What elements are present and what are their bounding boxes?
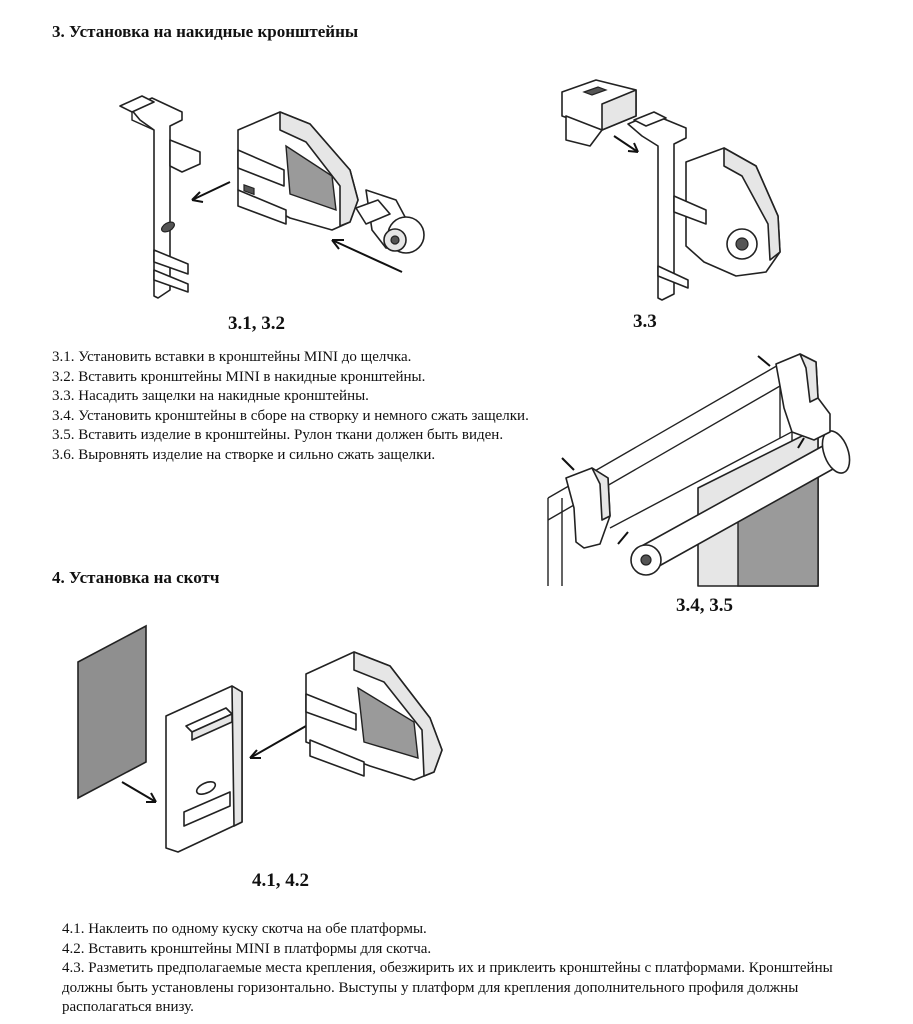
latch-illustration	[356, 190, 424, 253]
overhead-bracket-assembled-illustration	[628, 112, 780, 300]
section-3-steps	[52, 348, 540, 465]
figure-4-1-4-2	[74, 622, 454, 862]
overhead-bracket-illustration	[238, 112, 358, 230]
figure-4-1-4-2-caption: 4.1, 4.2	[252, 870, 309, 891]
section-4-steps	[62, 920, 862, 1018]
figure-3-1-3-2	[110, 90, 440, 305]
step-3-5: 3.5. Вставить изделие в кронштейны. Рулон ткани должен быть виден.	[52, 427, 504, 443]
adhesive-tape-illustration	[78, 626, 146, 798]
figure-3-3-caption: 3.3	[633, 311, 657, 332]
latch-on-bracket-illustration	[562, 80, 636, 146]
step-4-3: 4.3. Разметить предполагаемые места крепления, обезжирить их и приклеить кронштейны с платформами. Кронштейны должны быть установлены горизонтально. Выступы у платформ для крепления дополнительного профиля должны располагаться внизу.	[62, 960, 833, 1015]
adhesive-platform-illustration	[166, 686, 242, 852]
arrow-left-icon	[250, 726, 306, 758]
bracket-bottom-left-illustration	[566, 468, 610, 548]
section-4-title: 4. Установка на скотч	[52, 568, 220, 587]
arrow-right-icon	[122, 782, 156, 802]
step-3-3: 3.3. Насадить защелки на накидные кронштейны.	[52, 388, 369, 404]
figure-3-3	[556, 76, 786, 306]
arrow-up-icon	[618, 532, 628, 544]
step-4-1: 4.1. Наклеить по одному куску скотча на обе платформы.	[62, 921, 427, 937]
step-3-4: 3.4. Установить кронштейны в сборе на створку и немного сжать защелки.	[52, 407, 529, 424]
section-3-title: 3. Установка на накидные кронштейны	[52, 22, 359, 41]
step-3-6: 3.6. Выровнять изделие на створке и сильно сжать защелки.	[52, 446, 436, 463]
step-4-2: 4.2. Вставить кронштейны MINI в платформы для скотча.	[62, 940, 432, 957]
mini-bracket-illustration	[120, 96, 200, 298]
bracket-top-right-illustration	[776, 354, 830, 440]
mini-bracket-illustration	[306, 652, 442, 780]
step-3-1: 3.1. Установить вставки в кронштейны MINI до щелчка.	[52, 349, 412, 365]
arrow-left-icon	[192, 182, 230, 200]
step-3-2: 3.2. Вставить кронштейны MINI в накидные кронштейны.	[52, 368, 426, 385]
figure-3-4-3-5	[548, 348, 858, 586]
arrow-down-icon	[562, 458, 574, 470]
figure-3-1-3-2-caption: 3.1, 3.2	[228, 313, 285, 334]
figure-3-4-3-5-caption: 3.4, 3.5	[676, 595, 733, 616]
arrow-down-icon	[758, 356, 770, 366]
